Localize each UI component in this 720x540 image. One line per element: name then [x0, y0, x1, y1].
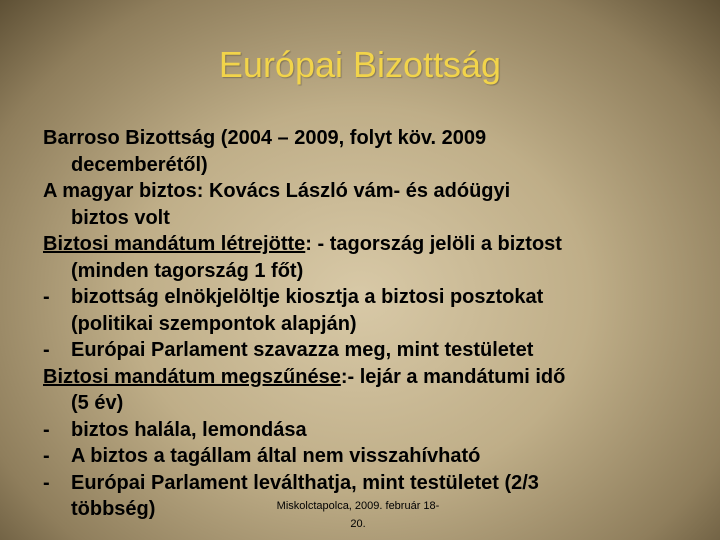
text-line: biztos volt — [71, 206, 170, 229]
paragraph-mandate-creation — [43, 231, 693, 284]
dash-bullet: - — [43, 471, 50, 494]
text-line: :- lejár a mandátumi idő — [340, 365, 566, 388]
footer-line: 20. — [350, 518, 366, 530]
text-line: biztos halála, lemondása — [71, 418, 307, 441]
dash-bullet: - — [43, 445, 50, 467]
paragraph-mandate-end — [43, 364, 693, 417]
text-line: decemberétől) — [71, 153, 208, 176]
text-line: bizottság elnökjelöltje kiosztja a biztosi posztokat — [71, 286, 544, 308]
footer-line: Miskolctapolca, 2009. február 18- — [276, 500, 440, 512]
text-line: Európai Parlament leválthatja, mint testületet (2/3 — [71, 471, 539, 494]
underlined-heading: Biztosi mandátum megszűnése — [43, 365, 341, 388]
text-line: (politikai szempontok alapján) — [71, 312, 357, 335]
dash-bullet: - — [43, 418, 50, 441]
slide-title: Európai Bizottság — [218, 44, 502, 85]
list-item — [43, 417, 693, 444]
list-item — [43, 443, 693, 470]
text-line: A magyar biztos: Kovács László vám- és adóügyi — [43, 180, 511, 202]
text-line: A biztos a tagállam által nem visszahívható — [71, 445, 481, 467]
text-line: többség) — [71, 498, 156, 520]
underlined-heading: Biztosi mandátum létrejötte — [43, 233, 306, 255]
slide-footer — [258, 497, 458, 533]
dash-bullet: - — [43, 286, 50, 308]
text-line: Európai Parlament szavazza meg, mint testületet — [71, 339, 534, 361]
text-line: (5 év) — [71, 392, 124, 414]
paragraph-barroso — [43, 125, 693, 178]
list-item — [43, 284, 693, 337]
dash-bullet: - — [43, 339, 50, 361]
text-line: Barroso Bizottság (2004 – 2009, folyt köv. 2009 — [43, 127, 487, 149]
text-line: : - tagország jelöli a biztost — [305, 233, 562, 255]
slide-body — [43, 125, 693, 523]
list-item — [43, 337, 693, 364]
text-line: (minden tagország 1 főt) — [71, 259, 304, 282]
paragraph-hungarian-commissioner — [43, 178, 693, 231]
